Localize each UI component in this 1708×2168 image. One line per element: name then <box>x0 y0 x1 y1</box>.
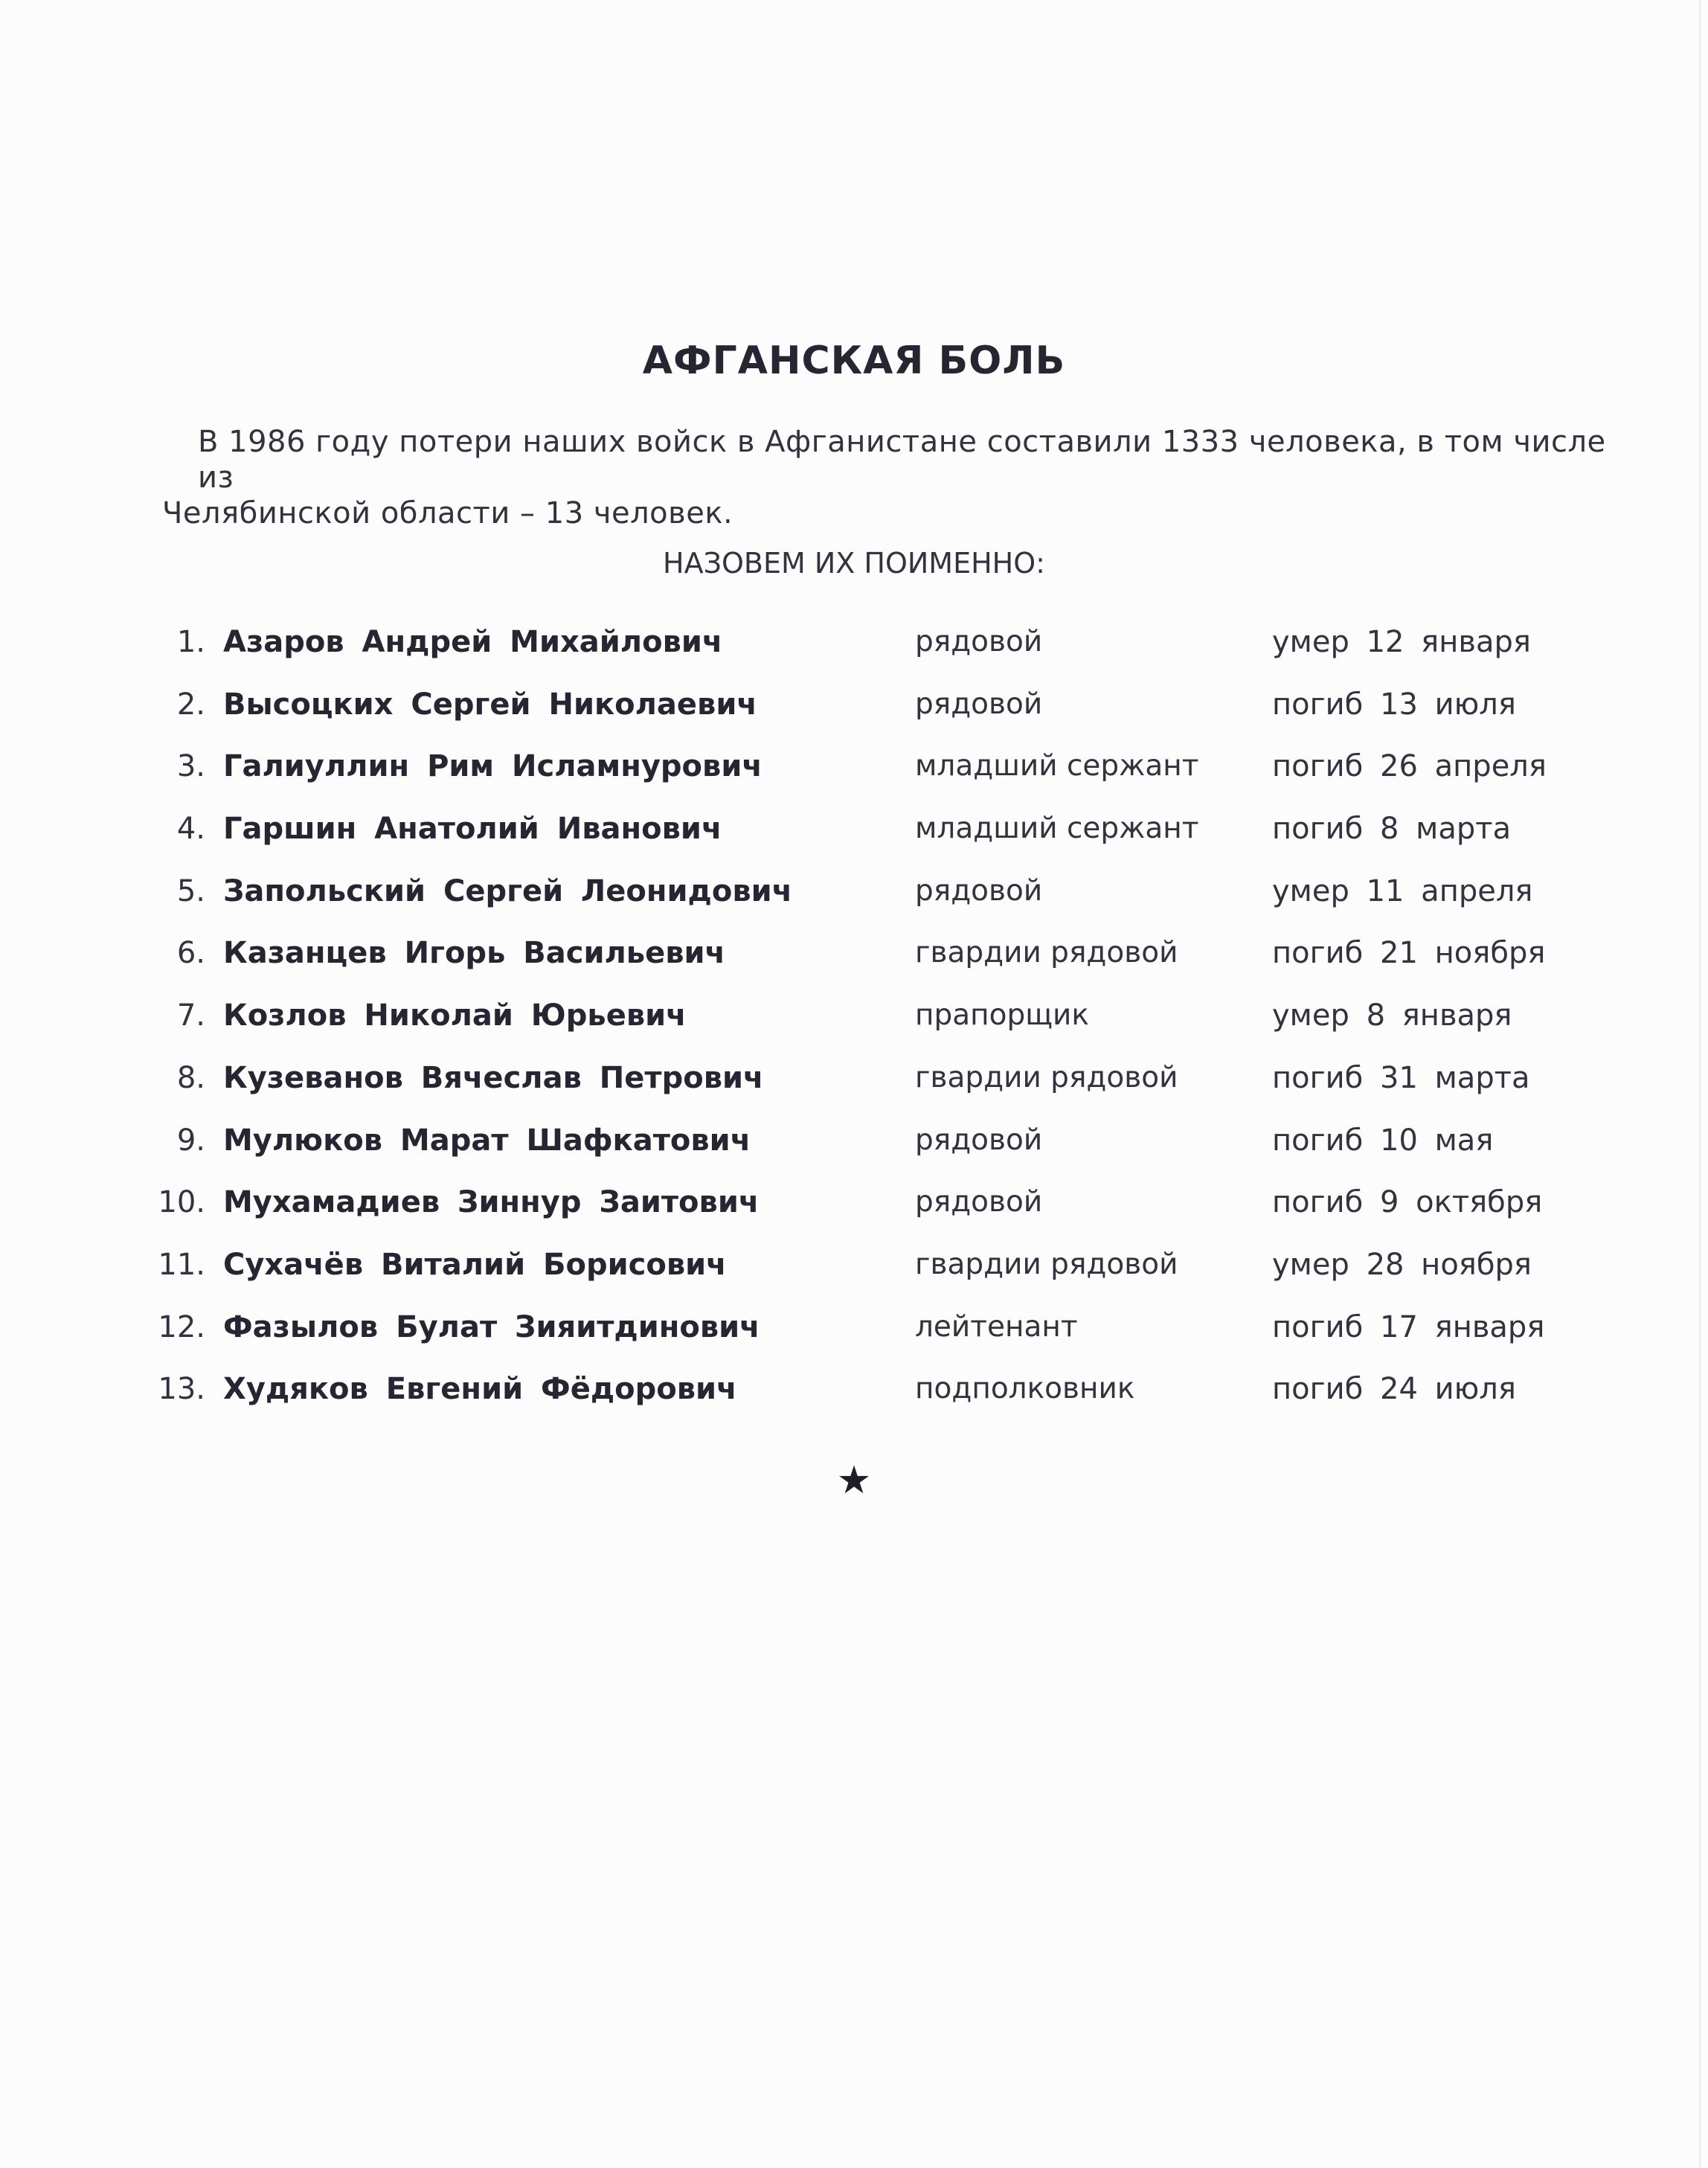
item-name: Худяков Евгений Фёдорович <box>223 1372 737 1407</box>
item-number: 13. <box>158 1372 205 1407</box>
item-fate: умер 12 января <box>1272 625 1531 659</box>
item-fate: погиб 8 марта <box>1272 812 1512 847</box>
item-fate: погиб 13 июля <box>1272 687 1516 722</box>
list-item <box>149 812 1599 874</box>
item-number: 4. <box>176 812 205 847</box>
item-number: 5. <box>176 873 205 908</box>
item-number: 10. <box>158 1185 205 1220</box>
item-fate: умер 11 апреля <box>1272 873 1533 908</box>
item-rank: рядовой <box>915 873 1043 908</box>
list-subheading: НАЗОВЕМ ИХ ПОИМЕННО: <box>663 547 1045 580</box>
item-number: 3. <box>176 749 205 784</box>
list-item <box>149 1310 1599 1373</box>
item-number: 7. <box>176 998 205 1033</box>
item-name: Высоцких Сергей Николаевич <box>223 687 757 722</box>
page-title: АФГАНСКАЯ БОЛЬ <box>642 339 1066 383</box>
list-item <box>149 1061 1599 1123</box>
item-name: Азаров Андрей Михайлович <box>223 625 723 659</box>
item-rank: гвардии рядовой <box>915 936 1178 970</box>
casualty-list <box>149 625 1599 1434</box>
list-item <box>149 936 1599 998</box>
list-item <box>149 1185 1599 1248</box>
item-fate: погиб 21 ноября <box>1272 936 1546 971</box>
item-number: 2. <box>176 687 205 722</box>
item-fate: погиб 26 апреля <box>1272 749 1547 784</box>
item-rank: лейтенант <box>915 1309 1078 1344</box>
list-item <box>149 687 1599 750</box>
list-item <box>149 998 1599 1061</box>
item-rank: гвардии рядовой <box>915 1060 1178 1094</box>
page-edge-divider <box>1699 0 1701 2168</box>
list-item <box>149 874 1599 937</box>
star-icon: ★ <box>836 1458 872 1503</box>
item-number: 12. <box>158 1309 205 1344</box>
item-number: 11. <box>158 1247 205 1282</box>
intro-line-1: В 1986 году потери наших войск в Афганистане составили 1333 человека, в том числе из <box>198 425 1606 495</box>
item-name: Мухамадиев Зиннур Заитович <box>223 1185 760 1220</box>
list-item <box>149 625 1599 687</box>
item-rank: младший сержант <box>915 812 1199 846</box>
item-rank: прапорщик <box>915 998 1089 1033</box>
item-name: Гаршин Анатолий Иванович <box>223 812 722 847</box>
item-name: Галиуллин Рим Исламнурович <box>223 749 762 784</box>
item-rank: рядовой <box>915 1185 1043 1219</box>
item-rank: рядовой <box>915 1123 1043 1157</box>
item-name: Мулюков Марат Шафкатович <box>223 1123 751 1158</box>
item-number: 9. <box>176 1123 205 1158</box>
item-number: 6. <box>176 936 205 971</box>
item-fate: погиб 9 октября <box>1272 1185 1543 1220</box>
item-fate: умер 8 января <box>1272 998 1512 1033</box>
item-fate: погиб 17 января <box>1272 1309 1545 1344</box>
list-item <box>149 1372 1599 1434</box>
item-fate: погиб 24 июля <box>1272 1372 1516 1407</box>
intro-line-2: Челябинской области – 13 человек. <box>162 496 733 530</box>
item-name: Кузеванов Вячеслав Петрович <box>223 1060 764 1095</box>
list-item <box>149 1248 1599 1310</box>
item-name: Запольский Сергей Леонидович <box>223 873 793 908</box>
intro-paragraph <box>162 424 1613 531</box>
item-rank: рядовой <box>915 625 1043 658</box>
item-number: 1. <box>176 625 205 659</box>
item-name: Козлов Николай Юрьевич <box>223 998 687 1033</box>
item-number: 8. <box>176 1060 205 1095</box>
item-fate: погиб 31 марта <box>1272 1060 1530 1095</box>
item-rank: подполковник <box>915 1372 1135 1406</box>
list-item <box>149 749 1599 812</box>
item-rank: младший сержант <box>915 749 1199 783</box>
item-fate: умер 28 ноября <box>1272 1247 1532 1282</box>
list-item <box>149 1123 1599 1186</box>
item-fate: погиб 10 мая <box>1272 1123 1494 1158</box>
item-rank: гвардии рядовой <box>915 1247 1178 1281</box>
item-name: Фазылов Булат Зияитдинович <box>223 1309 760 1344</box>
item-rank: рядовой <box>915 687 1043 721</box>
item-name: Сухачёв Виталий Борисович <box>223 1247 727 1282</box>
item-name: Казанцев Игорь Васильевич <box>223 936 726 971</box>
